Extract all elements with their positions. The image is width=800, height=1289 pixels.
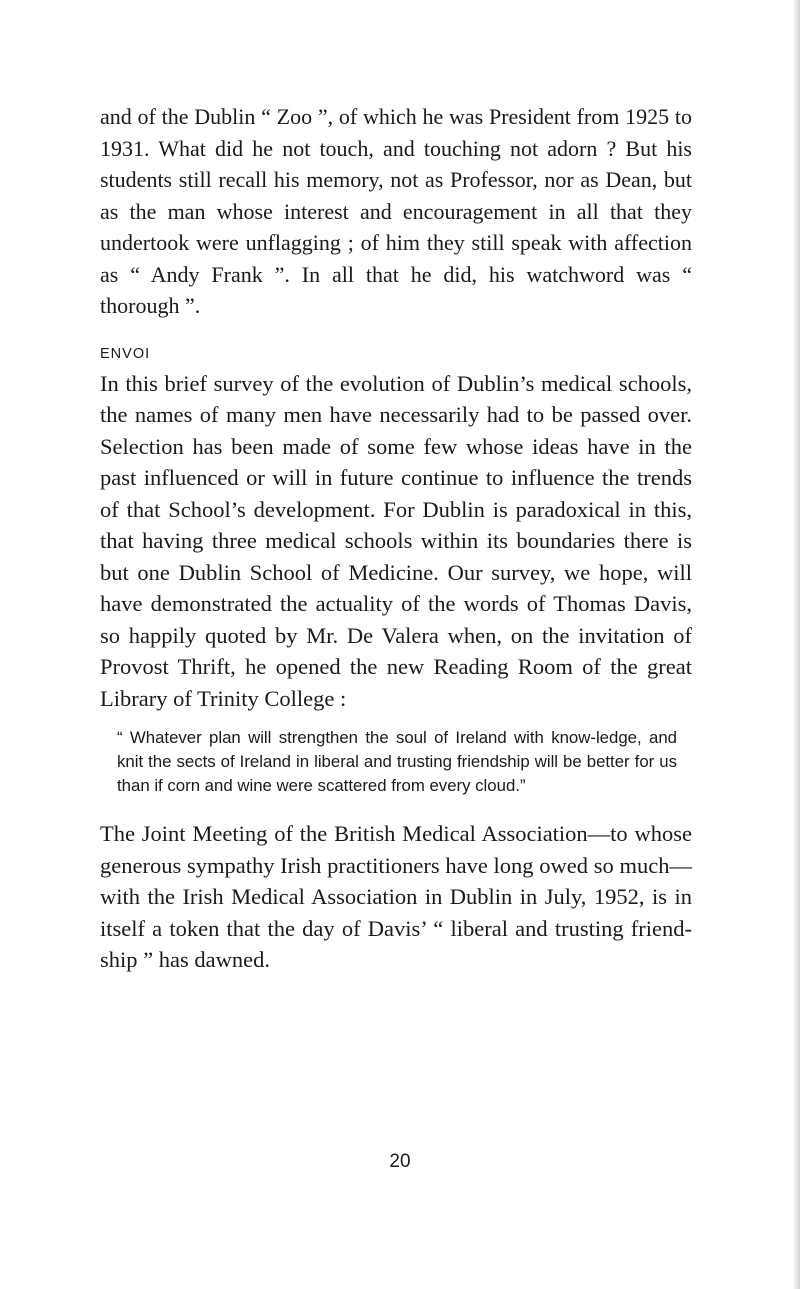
page-number: 20 (389, 1151, 411, 1172)
section-heading: ENVOI (100, 345, 151, 362)
page-edge-shadow (793, 0, 800, 1289)
block-quotation: “ Whatever plan will strengthen the soul of Ireland with know-ledge, and knit the sects of Ireland in liberal and trusting friendship will be better for us than if corn and wine were scattered from every cloud.” (117, 728, 677, 795)
page-body (100, 101, 692, 976)
closing-paragraph: The Joint Meeting of the British Medical Association—to whose generous sympathy Irish practitioners have long owed so much—with the Irish Medical Association in Dublin in July, 1952, is in itself a token that the day of Davis’ “ liberal and trusting friend-ship ” has dawned. (100, 821, 692, 972)
continuation-paragraph: and of the Dublin “ Zoo ”, of which he was President from 1925 to 1931. What did he not touch, and touching not adorn ? But his students still recall his memory, not as Professor, nor as Dean, but as the man whose interest and encouragement in all that they undertook were unflagging ; of him they still speak with affection as “ Andy Frank ”. In all that he did, his watchword was “ thorough ”. (100, 104, 692, 318)
envoi-paragraph: In this brief survey of the evolution of Dublin’s medical schools, the names of many men have necessarily had to be passed over. Selection has been made of some few whose ideas have in the past influenced or will in future continue to influence the trends of that School’s development. For Dublin is paradoxical in this, that having three medical schools within its boundaries there is but one Dublin School of Medicine. Our survey, we hope, will have demonstrated the actuality of the words of Thomas Davis, so happily quoted by Mr. De Valera when, on the invitation of Provost Thrift, he opened the new Reading Room of the great Library of Trinity College : (100, 370, 692, 711)
